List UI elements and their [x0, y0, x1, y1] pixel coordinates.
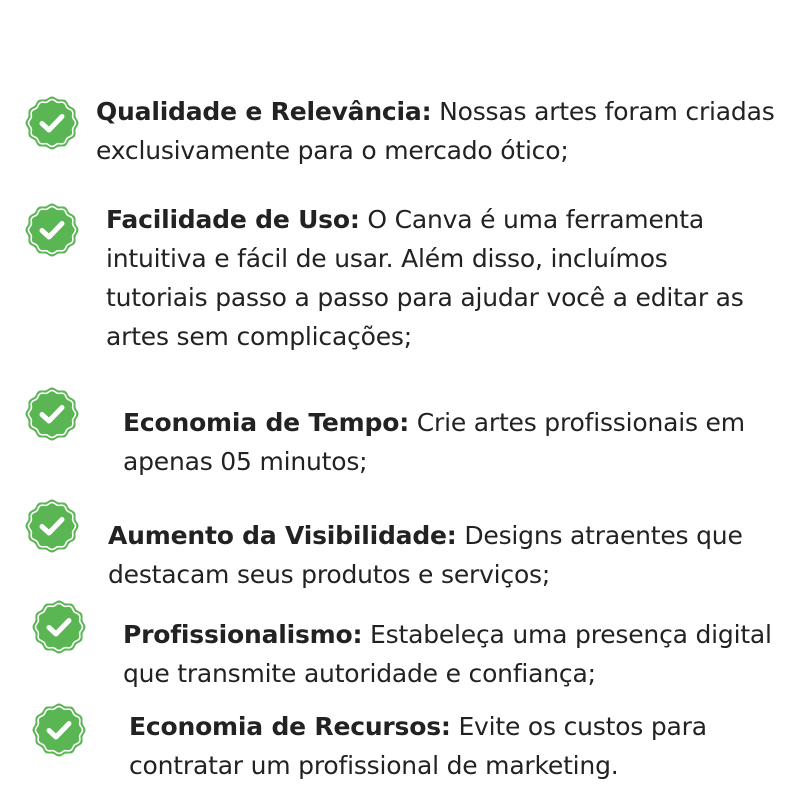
check-badge-icon	[32, 600, 86, 654]
benefit-title: Qualidade e Relevância:	[96, 97, 432, 126]
benefit-title: Economia de Recursos:	[129, 712, 451, 741]
check-badge-icon	[25, 387, 79, 441]
benefit-title: Profissionalismo:	[123, 620, 363, 649]
benefit-title: Aumento da Visibilidade:	[108, 521, 457, 550]
benefit-body: Crie artes profissionais em apenas 05 minutos;	[123, 408, 745, 476]
benefit-title: Economia de Tempo:	[123, 408, 409, 437]
benefit-title: Facilidade de Uso:	[106, 205, 360, 234]
benefit-body: Nossas artes foram criadas exclusivamente para o mercado ótico;	[96, 97, 775, 165]
check-badge-icon	[32, 703, 86, 757]
benefit-body: O Canva é uma ferramenta intuitiva e fácil de usar. Além disso, incluímos tutoriais passo a passo para ajudar você a editar as artes sem complicações;	[106, 205, 744, 351]
check-badge-icon	[25, 499, 79, 553]
check-badge-icon	[25, 203, 79, 257]
check-badge-icon	[25, 96, 79, 150]
benefit-body: Designs atraentes que destacam seus produtos e serviços;	[108, 521, 743, 589]
benefit-body: Estabeleça uma presença digital que transmite autoridade e confiança;	[123, 620, 772, 688]
benefit-body: Evite os custos para contratar um profissional de marketing.	[129, 712, 707, 780]
